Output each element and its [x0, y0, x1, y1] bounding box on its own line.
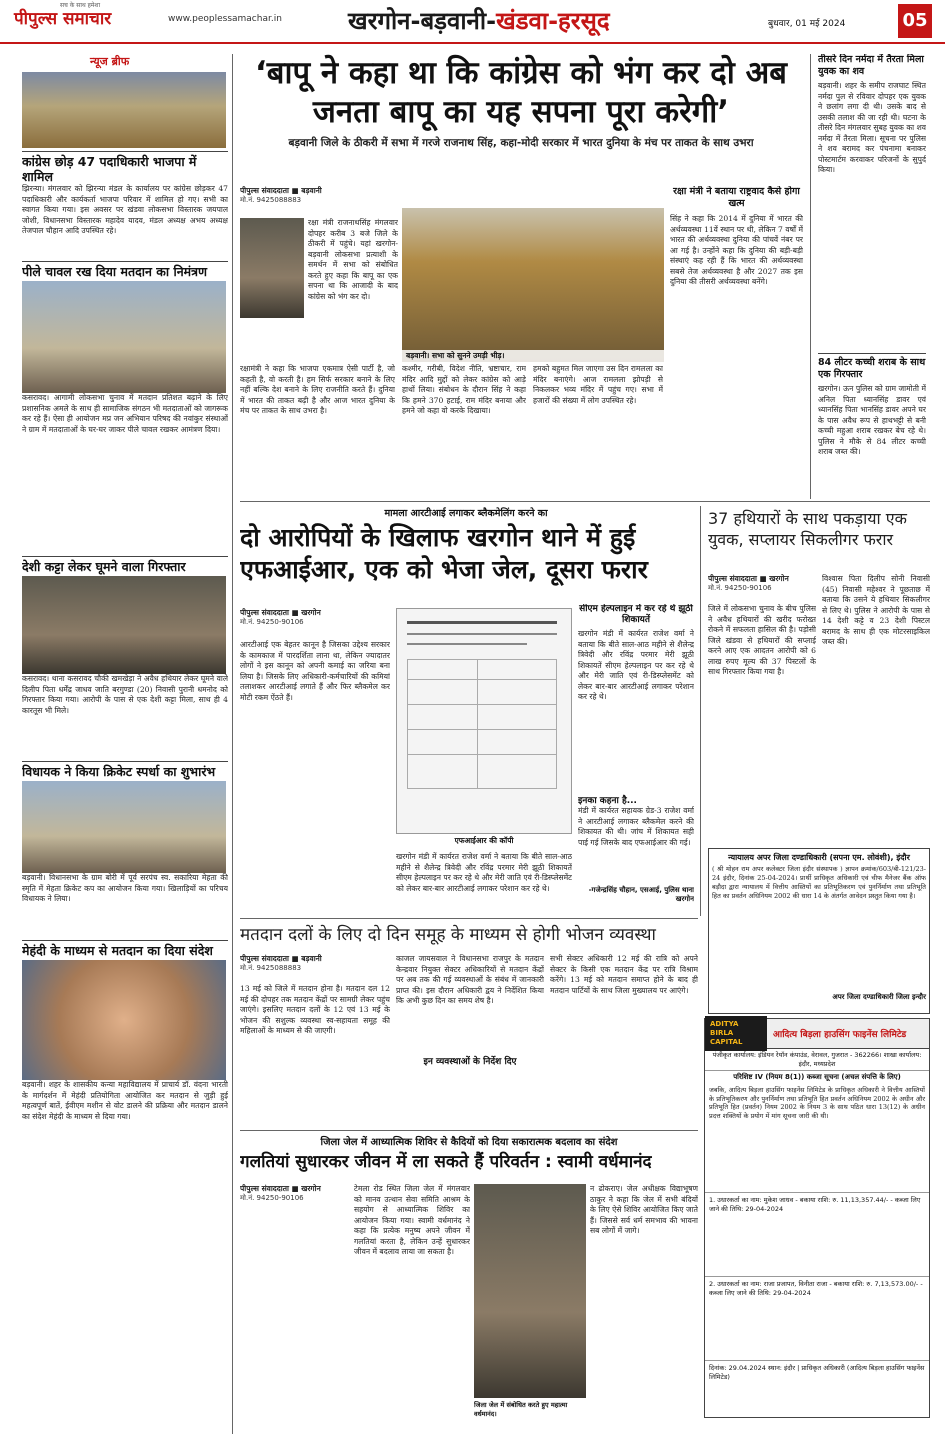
- ad-address: पंजीकृत कार्यालय: इंडियन रेयॉन कंपाउंड, वेरावल, गुजरात - 362266। शाखा कार्यालय: इंदौर, मध्यप्रदेश: [712, 1051, 922, 1068]
- brief-body-3: कसरावद। थाना कसरावद चौकी खमखेड़ा ने अवैध हथियार लेकर घूमने वाले दिलीप पिता धर्मेंद्र जाधव जाति बरगुण्डा (20) निवासी पुरानी धमनोद को गिरफ्तार किया गया। आरोपी के पास से एक देशी कट्टा मिला, साथ ही 4 कारतूस भी मिले।: [22, 674, 228, 715]
- brief-headline-4: विधायक ने किया क्रिकेट स्पर्धा का शुभारंभ: [22, 761, 228, 779]
- quote-signature: -गजेन्द्रसिंह चौहान, एसआई, पुलिस थाना खरगोन: [588, 886, 694, 903]
- rti-subhead: सीएम हेल्पलाइन में कर रहे थे झूठी शिकायतें: [579, 604, 693, 625]
- voting-invite-photo: [22, 281, 226, 393]
- jail-headline-block: [240, 1134, 698, 1178]
- legal-notice: [708, 848, 930, 1014]
- column-divider: [232, 54, 233, 1434]
- section-divider: [240, 1130, 698, 1131]
- ad-notice-head: परिशिष्ट IV (नियम 8(1)) कब्जा सूचना (अचल संपत्ति के लिए): [705, 1070, 929, 1084]
- ad-header: [705, 1019, 929, 1049]
- weapons-headline: 37 हथियारों के साथ पकड़ाया एक युवक, सप्लायर सिकलीगर फरार: [708, 509, 907, 549]
- weapons-byline: पीपुल्स संवाददाता ■ खरगोन: [708, 574, 789, 583]
- lead-photo-rajnath-wrap: [240, 218, 304, 360]
- meal-mobile: मो.नं. 9425088883: [240, 964, 302, 972]
- ad-footer: दिनांक: 29.04.2024 स्थान: इंदौर | प्राधिकृत अधिकारी (आदित्य बिड़ला हाउसिंग फाइनेंस लिमिटेड): [705, 1360, 929, 1384]
- brief-headline-3: देशी कट्टा लेकर घूमने वाला गिरफ्तार: [22, 556, 228, 574]
- section-divider: [240, 501, 930, 502]
- page-number: 05: [898, 4, 932, 38]
- rajnath-singh-photo: [240, 218, 304, 318]
- brief-headline-2: पीले चावल रख दिया मतदान का निमंत्रण: [22, 261, 228, 279]
- ad-item-1: 1. उधारकर्ता का नाम: मुकेश जाधव - बकाया राशि: रु. 11,13,357.44/- - कब्जा लिए जाने की तिथि: 29-04-2024: [705, 1192, 929, 1276]
- lead-sidebar: [670, 186, 803, 494]
- lead-mobile: मो.नं. 9425088883: [240, 196, 302, 204]
- meal-column-1: 13 मई को जिले में मतदान होना है। मतदान दल 12 मई की दोपहर तक मतदान केंद्रों पर सामग्री लेकर पहुंच जाएंगे। इसलिए मतदान दलों के 12 एवं 13 मई के भोजन की सशुल्क व्यवस्था स्व-सहायता समूह की महिलाओं के माध्यम से की जाएगी।: [240, 984, 390, 1035]
- rti-column-2: खरगोन मंडी में कार्यरत राजेश वर्मा ने बताया कि बीते साल-आठ महीने से शैलेन्द्र त्रिवेदी और रविंद्र परमार मेरी झूठी शिकायतें सीएम हेल्पलाइन पर कर रहे थे और मेरी जाति एवं री-डिस्प्लेसमेंट को लेकर बार-बार आरटीआई लगाकर परेशान कर रहे थे।: [578, 629, 694, 701]
- housing-finance-ad: [704, 1018, 930, 1418]
- issue-date: बुधवार, 01 मई 2024: [768, 19, 846, 29]
- jail-photo-caption: जिला जेल में संबोधित करते हुए महात्मा वर्धमानंद।: [474, 1401, 568, 1418]
- rti-column-2b: खरगोन मंडी में कार्यरत राजेश वर्मा ने बताया कि बीते साल-आठ महीने से शैलेन्द्र त्रिवेदी और रविंद्र परमार मेरी झूठी शिकायतें सीएम हेल्पलाइन पर कर रहे थे और मेरी जाति एवं री-डिस्प्लेसमेंट को लेकर बार-बार आरटीआई लगाकर परेशान कर रहे थे।: [396, 852, 572, 893]
- meal-column-2: काजल जायसवाल ने विधानसभा राजपुर के मतदान केन्द्रवार नियुक्त सेक्टर अधिकारियों से मतदान केंद्रों पर अब तक की गई व्यवस्थाओं के संबंध में जानकारी प्राप्त की। इस दौरान अधिकारी द्वय ने निर्देशित किया कि अभी कुछ दिन का समय शेष है।: [396, 954, 544, 1005]
- cricket-photo: [22, 781, 226, 873]
- meal-byline-block: [240, 954, 390, 980]
- masthead: [0, 0, 945, 44]
- brief-body-5: बड़वानी। शहर के शासकीय कन्या महाविद्यालय में प्राचार्य डॉ. वंदना भारती के मार्गदर्शन में मेहंदी प्रतियोगिता आयोजित कर मतदान से जुड़ी हुई महत्वपूर्ण बातें, ईवीएम मशीन से वोट डालने की प्रक्रिया और मतदान डालने का संदेश मेहंदी के माध्यम से दिया गया।: [22, 1080, 228, 1121]
- rally-crowd-photo: [402, 208, 664, 362]
- ad-item-2: 2. उधारकर्ता का नाम: राजा प्रजापत, विनीता राजा - बकाया राशि: रु. 7,13,573.00/- - कब्जा लिए जाने की तिथि: 29-04-2024: [705, 1276, 929, 1360]
- logo: पीपुल्स समाचार: [14, 9, 112, 29]
- jail-mobile: मो.नं. 94250-90106: [240, 1194, 304, 1202]
- lead-column-2: कश्मीर, गरीबी, विदेश नीति, भ्रष्टाचार, राम मंदिर आदि मुद्दों को लेकर कांग्रेस को आड़े हाथों लिया। संबोधन के दौरान सिंह ने कहा कि हमने 370 हटाई, राम मंदिर बनाया और हमने जो कहा वो करके दिखाया।: [402, 364, 526, 415]
- rti-side-block: [578, 604, 694, 914]
- news-brief-column: [22, 54, 228, 1424]
- weapons-mobile: मो.नं. 94250-90106: [708, 584, 772, 592]
- sidebar-body: सिंह ने कहा कि 2014 में दुनिया में भारत की अर्थव्यवस्था 11वें स्थान पर थी, लेकिन 7 वर्षों में भारत की अर्थव्यवस्था दुनिया की पांचवें नंबर पर आ गई है। उन्होंने कहा कि दुनिया की बड़ी-बड़ी संस्थाएं कह रही हैं कि भारत की अर्थव्यवस्था सबसे तेज अर्थव्यवस्था है और 2027 तक इस दुनिया की तीसरी अर्थव्यवस्था बनेंगे।: [670, 214, 803, 286]
- section-divider: [240, 918, 698, 919]
- quote-body: मंडी में कार्यरत सहायक ग्रेड-3 राजेश वर्मा ने आरटीआई लगाकर ब्लैकमेल करने की शिकायत की थी। जांच में शिकायत सही पाई गई जिसके बाद एफआईआर की गई।: [578, 806, 694, 847]
- brief-body-1: झिरन्या। मंगलवार को झिरन्या मंडल के कार्यालय पर कांग्रेस छोड़कर 47 पदाधिकारी और कार्यकर्ता भाजपा परिवार में शामिल हो गए। सभी का स्वागत किया गया। इस अवसर पर खंडवा लोकसभा विस्तारक जयपाल जोशी, विधानसभा विस्तारक महादेव यादव, मंडल अध्यक्ष अभय अध्यक्ष तेजपाल चौहान आदि उपस्थित रहे।: [22, 184, 228, 235]
- mehndi-photo: [22, 960, 226, 1080]
- weapons-headline-block: [708, 508, 930, 568]
- jail-camp-photo: [474, 1184, 586, 1398]
- brief-headline-1: कांग्रेस छोड़ 47 पदाधिकारी भाजपा में शामिल: [22, 151, 228, 184]
- legal-sign: अपर जिला दण्डाधिकारी जिला इन्दौर: [832, 993, 926, 1001]
- meal-column-3: सभी सेक्टर अधिकारी 12 मई की रात्रि को अपने सेक्टर के किसी एक मतदान केंद्र पर रात्रि विश्राम करेंगे। 13 मई को मतदान समाप्त होने के बाद ही मतदान पार्टियों के साथ जिला मुख्यालय पर आएंगे।: [550, 954, 698, 995]
- brief-headline-5: मेहंदी के माध्यम से मतदान का दिया संदेश: [22, 940, 228, 958]
- rti-byline-block: [240, 608, 390, 634]
- arrest-photo: [22, 576, 226, 674]
- meal-byline: पीपुल्स संवाददाता ■ बड़वानी: [240, 954, 322, 963]
- lead-column-3: हमको बहुमत मिल जाएगा उस दिन रामलला का मंदिर बनाएंगे। आज रामलला झोपड़ी से निकलकर भव्य मंदिर में पहुंच गए। सभा में हजारों की संख्या में लोग उपस्थित रहे।: [533, 364, 663, 405]
- rti-headline: दो आरोपियों के खिलाफ खरगोन थाने में हुई एफआईआर, एक को भेजा जेल, दूसरा फरार: [240, 523, 648, 584]
- sidebar-headline: रक्षा मंत्री ने बताया राष्ट्रवाद कैसे होगा खत्म: [673, 186, 800, 209]
- photo-caption: बड़वानी। सभा को सुनने उमड़ी भीड़।: [402, 350, 664, 362]
- right-briefs: [818, 54, 926, 499]
- column-divider: [810, 54, 811, 499]
- rti-column-1: आरटीआई एक बेहतर कानून है जिसका उद्देश्य सरकार के कामकाज में पारदर्शिता लाना था, लेकिन ज्यादातर लोगों ने इस कानून को अपनी कमाई का जरिया बना लिया है। जिसके लिए अधिकारी-कर्मचारियों की कमियां तलाशकर आरटीआई लगाते हैं और फिर ब्लैकमेल कर मोटी रकम ऐंठते हैं।: [240, 640, 390, 702]
- lead-column-1: रक्षामंत्री ने कहा कि भाजपा एकमात्र ऐसी पार्टी है, जो कहती है, वो करती है। हम सिर्फ सरकार बनाने के लिए नहीं बल्कि देश बनाने के लिए राजनीति करते हैं। दुनिया में भारत की ताकत बढ़ी है और आज भारत दुनिया के मंच पर ताकत के साथ उभरा है।: [240, 364, 395, 415]
- rti-mobile: मो.नं. 94250-90106: [240, 618, 304, 626]
- rti-byline: पीपुल्स संवाददाता ■ खरगोन: [240, 608, 321, 617]
- lead-byline: पीपुल्स संवाददाता ■ बड़वानी: [240, 186, 322, 195]
- jail-column-2: न ढोकराए। जेल अधीक्षक विद्याभूषण ठाकुर ने कहा कि जेल में सभी बंदियों के लिए ऐसे शिविर आयोजित किए जाते हैं। जिससे सर्व धर्म समभाव की भावना सब लोगों में जागे।: [590, 1184, 698, 1235]
- section-label: न्यूज ब्रीफ: [90, 55, 130, 68]
- brief-body-4: बड़वानी। विधानसभा के ग्राम बोरी में पूर्व सरपंच स्व. सकारिया मेहता की स्मृति में मेहता क्रिकेट कप का आयोजन किया गया। खिलाड़ियों का परिचय विधायक ने लिया।: [22, 873, 228, 903]
- rti-headline-block: [240, 506, 692, 602]
- quote-head: इनका कहना है...: [578, 796, 637, 806]
- lead-byline-block: [240, 186, 395, 216]
- brief-body-2: कसरावद। आगामी लोकसभा चुनाव में मतदान प्रतिशत बढ़ाने के लिए प्रशासनिक अमले के साथ ही सामाजिक संगठन भी मतदाताओं को जागरूक कर रहे हैं। ऐसा ही आयोजन मप्र जन अभियान परिषद की नवांकुर संस्थाओं ने ग्राम में मतदाताओं के घर-घर जाकर पीले चावल रखकर आमंत्रण दिया।: [22, 393, 228, 434]
- right-body-2: खरगोन। ऊन पुलिस को ग्राम जामोती में अनिल पिता ध्यानसिंह डावर एवं ध्यानसिंह पिता भानसिंह डावर अपने घर के पास अवैध रूप से हाथभट्टी से बनी कच्ची महुआ शराब रखकर बेच रहे थे। पुलिस ने मौके से 84 लीटर कच्ची शराब जब्त की।: [818, 384, 926, 456]
- legal-body: ( श्री मोहन राम अपर कलेक्टर जिला इंदौर संस्थापक ) ज्ञापन क्रमांक/603/बी-121/23-24 इंदौर, दिनांक 25-04-2024। प्रार्थी प्राधिकृत अधिकारी एवं चीफ मैनेजर बैंक ऑफ बड़ौदा द्वारा न्यायालय में वित्तीय आस्तियों का प्रतिभूतिकरण एवं पुनर्निर्माण तथा प्रतिभूति हित का प्रवर्तन अधिनियम 2002 की धारा 14 के अंतर्गत आवेदन प्रस्तुत किया गया है।: [712, 865, 926, 900]
- lead-headline-block: [240, 54, 802, 172]
- website-url[interactable]: www.peoplessamachar.in: [168, 14, 282, 24]
- rti-kicker: मामला आरटीआई लगाकर ब्लैकमेलिंग करने का: [384, 508, 548, 519]
- fir-caption: एफआईआर की कॉपी: [454, 836, 514, 845]
- meal-headline-block: [240, 924, 698, 950]
- weapons-column-2: विश्वास पिता दिलीप सोनी निवासी (45) निवासी महेश्वर ने पूछताछ में बताया कि उसने ये हथियार सिकलीगर से लिए थे। पुलिस ने आरोपी के पास से 14 देशी कट्टे व 23 देशी पिस्टल बरामद के साथ ही एक मोटरसाइकिल जब्त की।: [822, 574, 930, 646]
- edition-title: खरगोन-बड़वानी-खंडवा-हरसूद: [348, 7, 610, 35]
- meal-subhead: इन व्यवस्थाओं के निर्देश दिए: [423, 1057, 517, 1067]
- lead-intro: रक्षा मंत्री राजनाथसिंह मंगलवार दोपहर करीब 3 बजे जिले के ठीकरी में पहुंचे। यहां खरगोन-बड़वानी लोकसभा प्रत्याशी के समर्थन में सभा को संबोधित करते हुए कहा कि बापू का एक सपना था कि आजादी के बाद कांग्रेस को भंग कर दो।: [308, 218, 398, 301]
- right-headline-2: 84 लीटर कच्ची शराब के साथ एक गिरफ्तार: [818, 353, 926, 381]
- party-joining-photo: [22, 72, 226, 148]
- jail-kicker: जिला जेल में आध्यात्मिक शिविर से कैदियों को दिया सकारात्मक बदलाव का संदेश: [320, 1137, 618, 1148]
- fir-document-image: [396, 608, 572, 834]
- legal-title: न्यायालय अपर जिला दण्डाधिकारी (सपना एम. लोवंशी), इंदौर: [728, 853, 910, 862]
- jail-headline: गलतियां सुधारकर जीवन में ला सकते हैं परिवर्तन : स्वामी वर्धमानंद: [240, 1152, 652, 1172]
- column-divider: [700, 506, 701, 916]
- right-headline-1: तीसरे दिन नर्मदा में तैरता मिला युवक का शव: [818, 54, 924, 77]
- jail-byline: पीपुल्स संवाददाता ■ खरगोन: [240, 1184, 321, 1193]
- brand-logo: ADITYA BIRLA CAPITAL: [705, 1016, 767, 1051]
- ad-title: आदित्य बिड़ला हाउसिंग फाइनेंस लिमिटेड: [773, 1030, 907, 1040]
- weapons-byline-block: [708, 574, 818, 600]
- jail-column-1: टेमला रोड स्थित जिला जेल में मंगलवार को मानव उत्थान सेवा समिति आश्रम के सहयोग से आध्यात्मिक शिविर का आयोजन किया गया। स्वामी वर्धमानंद ने कहा कि प्रत्येक मनुष्य अपने जीवन में गलतियां करता है, लेकिन उन्हें सुधारकर जीवन में बदलाव लाया जा सकता है।: [354, 1184, 470, 1256]
- jail-byline-block: [240, 1184, 350, 1210]
- logo-tagline: सच के साथ हमेशा: [60, 2, 101, 9]
- weapons-column-1: जिले में लोकसभा चुनाव के बीच पुलिस ने अवैध हथियारों की खरीद फरोख्त रोकने में सफलता हासिल की है। पड़ोसी जिले खंडवा से हथियारों की सप्लाई करने आए एक आदतन आरोपी को 6 लाख रुपए मूल्य की 37 पिस्टलों के साथ गिरफ्तार किया गया है।: [708, 604, 816, 676]
- lead-headline: ‘बापू ने कहा था कि कांग्रेस को भंग कर दो अब जनता बापू का यह सपना पूरा करेगी’: [255, 55, 787, 130]
- right-body-1: बड़वानी। शहर के समीप राजघाट स्थित नर्मदा पुल से रविवार दोपहर एक युवक ने छलांग लगा दी थी। उसके बाद से उसकी तलाश की जा रही थी। घटना के तीसरे दिन मंगलवार सुबह युवक का शव नर्मदा में तैरता मिला। सूचना पर पुलिस ने शव बरामद कर पंचनामा बनाकर पोस्टमार्टम करवाकर परिजनों के सुपुर्द किया।: [818, 81, 926, 174]
- ad-body: जबकि, आदित्य बिड़ला हाउसिंग फाइनेंस लिमिटेड के प्राधिकृत अधिकारी ने वित्तीय आस्तियों के प्रतिभूतिकरण और पुनर्निर्माण तथा प्रतिभूति हित प्रवर्तन अधिनियम 2002 के अधीन और प्रतिभूति हित (प्रवर्तन) नियम 2002 के नियम 3 के साथ पठित धारा 13(12) के अधीन प्रदत्त शक्तियों के प्रयोग में मांग सूचना जारी की थी।: [709, 1086, 925, 1120]
- meal-headline: मतदान दलों के लिए दो दिन समूह के माध्यम से होगी भोजन व्यवस्था: [240, 925, 656, 945]
- lead-subhead: बड़वानी जिले के ठीकरी में सभा में गरजे राजनाथ सिंह, कहा-मोदी सरकार में भारत दुनिया के मंच पर ताकत के साथ उभरा: [288, 137, 754, 149]
